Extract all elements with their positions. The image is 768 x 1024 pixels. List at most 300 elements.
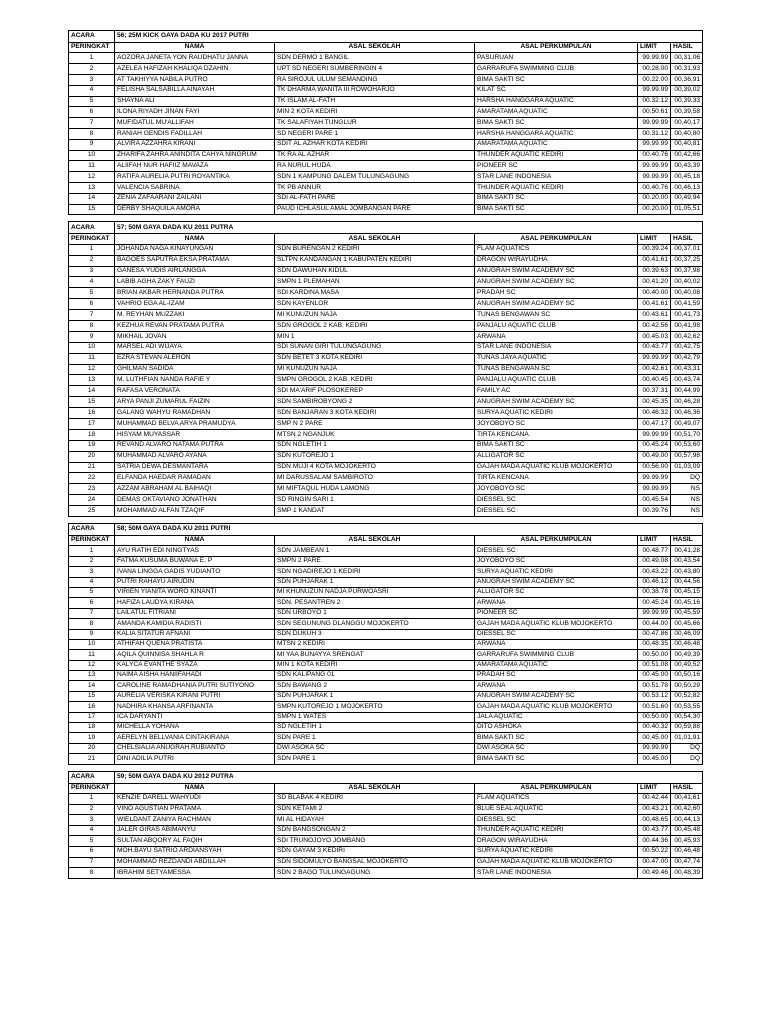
- table-row: [69, 244, 703, 255]
- cell-school: SD RINGIN SARI 1: [275, 495, 475, 506]
- cell-name: RATIFA AURELIA PUTRI ROYANTIKA: [115, 172, 275, 183]
- event-title: 57; 50M GAYA DADA KU 2011 PUTRA: [115, 222, 703, 234]
- cell-rank: 7: [69, 608, 115, 618]
- cell-school: SMP 1 KANDAT: [275, 506, 475, 517]
- cell-result: 00,49,94: [671, 193, 703, 204]
- cell-limit: 99.99.99: [638, 172, 671, 183]
- cell-school: SLTPN KANDANGAN 1 KABUPATEN KEDIRI: [275, 255, 475, 266]
- cell-rank: 19: [69, 440, 115, 451]
- cell-school: SMPN KUTOREJO 1 MOJOKERTO: [275, 702, 475, 712]
- cell-club: GAJAH MADA AQUATIC KLUB MOJOKERTO: [475, 462, 638, 473]
- cell-club: GARRARUFA SWIMMING CLUB: [475, 64, 638, 75]
- cell-club: GAJAH MADA AQUATIC KLUB MOJOKERTO: [475, 857, 638, 868]
- cell-limit: 00.40.45: [638, 375, 671, 386]
- cell-result: 00,40,80: [671, 128, 703, 139]
- cell-name: CAROLINE RAMADHANIA PUTRI SUTIYONO: [115, 681, 275, 691]
- table-row: [69, 161, 703, 172]
- cell-school: SDN GAYAM 3 KEDIRI: [275, 846, 475, 857]
- cell-result: 00,44,99: [671, 386, 703, 397]
- cell-club: PIONEER SC: [475, 161, 638, 172]
- cell-school: SDN SEGUNUNG DLANGGU MOJOKERTO: [275, 619, 475, 629]
- cell-name: NADHIRA KHANSA ARFINANTA: [115, 702, 275, 712]
- cell-result: 00,43,31: [671, 364, 703, 375]
- cell-name: AQILA QUINNISA SHAHLA R: [115, 650, 275, 660]
- cell-school: SDN PARE 1: [275, 733, 475, 743]
- cell-rank: 9: [69, 629, 115, 639]
- cell-school: SDN BAWANG 2: [275, 681, 475, 691]
- table-row: [69, 608, 703, 618]
- event-title-row: [69, 222, 703, 234]
- cell-name: BRIAN AKBAR HERNANDA PUTRA: [115, 288, 275, 299]
- cell-rank: 9: [69, 139, 115, 150]
- cell-result: 00,46,48: [671, 846, 703, 857]
- cell-name: KENZIE DARELL WAHYUDI: [115, 793, 275, 804]
- cell-club: DIESSEL SC: [475, 546, 638, 556]
- cell-rank: 8: [69, 868, 115, 879]
- cell-name: ZHARIFA ZAHRA ANINDITA CAHYA NINGRUM: [115, 150, 275, 161]
- cell-rank: 7: [69, 857, 115, 868]
- cell-limit: 99.99.99: [638, 53, 671, 64]
- cell-limit: 00.41.61: [638, 299, 671, 310]
- section-spacer: [69, 764, 703, 771]
- cell-school: SDN PUHJARAK 1: [275, 577, 475, 587]
- cell-limit: 99.99.99: [638, 473, 671, 484]
- table-row: [69, 567, 703, 577]
- cell-limit: 00.43.61: [638, 310, 671, 321]
- cell-club: TUNAS JAYA AQUATIC: [475, 353, 638, 364]
- cell-school: SDI MA'ARIF PLOSOKEREP: [275, 386, 475, 397]
- cell-limit: 00.45.54: [638, 495, 671, 506]
- cell-name: SHAYNA ALI: [115, 96, 275, 107]
- cell-limit: 00.42.56: [638, 320, 671, 331]
- cell-name: RAFASA VERONATA: [115, 386, 275, 397]
- cell-name: GANESA YUDIS AIRLANGGA: [115, 266, 275, 277]
- cell-result: 00,53,55: [671, 702, 703, 712]
- cell-school: SMP N 2 PARE: [275, 418, 475, 429]
- cell-rank: 15: [69, 204, 115, 215]
- cell-limit: 00.42.44: [638, 793, 671, 804]
- cell-club: THUNDER AQUATIC KEDIRI: [475, 150, 638, 161]
- cell-school: MI KUNUZUN NAJA: [275, 310, 475, 321]
- cell-result: 01,03,09: [671, 462, 703, 473]
- table-row: [69, 836, 703, 847]
- spacer-cell: [69, 215, 703, 222]
- cell-school: SDN KAYENLOR: [275, 299, 475, 310]
- cell-rank: 10: [69, 342, 115, 353]
- cell-name: AMANDA KAMIDIA RADISTI: [115, 619, 275, 629]
- table-row: [69, 118, 703, 129]
- cell-limit: 00.22.00: [638, 74, 671, 85]
- cell-name: PUTRI RAHAYU AIRUDIN: [115, 577, 275, 587]
- cell-club: DIESSEL SC: [475, 629, 638, 639]
- table-row: [69, 639, 703, 649]
- cell-club: HARSHA HANGGARA AQUATIC: [475, 128, 638, 139]
- acara-label: ACARA: [69, 771, 115, 783]
- cell-rank: 12: [69, 364, 115, 375]
- cell-rank: 11: [69, 353, 115, 364]
- cell-club: GARRARUFA SWIMMING CLUB: [475, 650, 638, 660]
- cell-name: SATRIA DEWA DESMANTARA: [115, 462, 275, 473]
- cell-limit: 00.45.24: [638, 440, 671, 451]
- table-row: [69, 85, 703, 96]
- cell-club: DRAGON WIRAYUDHA: [475, 836, 638, 847]
- cell-club: ANUGRAH SWIM ACADEMY SC: [475, 577, 638, 587]
- header-name: NAMA: [115, 536, 275, 546]
- cell-name: ICA DARYANTI: [115, 712, 275, 722]
- cell-rank: 20: [69, 451, 115, 462]
- table-row: [69, 868, 703, 879]
- cell-name: SULTAN ABQORY AL FAQIH: [115, 836, 275, 847]
- acara-label: ACARA: [69, 524, 115, 536]
- table-row: [69, 484, 703, 495]
- cell-result: 00,40,17: [671, 118, 703, 129]
- cell-rank: 12: [69, 660, 115, 670]
- header-name: NAMA: [115, 43, 275, 53]
- cell-limit: 00.28.00: [638, 64, 671, 75]
- cell-result: 00,42,62: [671, 331, 703, 342]
- cell-rank: 7: [69, 118, 115, 129]
- cell-result: 00,53,60: [671, 440, 703, 451]
- cell-limit: 00.49.46: [638, 868, 671, 879]
- cell-club: DITO ASHOKA: [475, 723, 638, 733]
- cell-result: 00,45,15: [671, 587, 703, 597]
- cell-club: SURYA AQUATIC KEDIRI: [475, 567, 638, 577]
- header-school: ASAL SEKOLAH: [275, 783, 475, 793]
- cell-name: AOZORA JANETA YON RAUDHATU JANNA: [115, 53, 275, 64]
- table-row: [69, 440, 703, 451]
- cell-result: 00,42,60: [671, 804, 703, 815]
- cell-result: 00,45,66: [671, 619, 703, 629]
- cell-result: 00,54,30: [671, 712, 703, 722]
- cell-rank: 16: [69, 408, 115, 419]
- table-row: [69, 397, 703, 408]
- cell-limit: 99.99.99: [638, 139, 671, 150]
- cell-name: AT TAKHIYYA NABILA PUTRO: [115, 74, 275, 85]
- cell-result: 00,51,70: [671, 429, 703, 440]
- cell-rank: 2: [69, 804, 115, 815]
- cell-name: ALVIRA AZZAHRA KIRANI: [115, 139, 275, 150]
- cell-club: DIESSEL SC: [475, 506, 638, 517]
- cell-result: DQ: [671, 473, 703, 484]
- table-row: [69, 691, 703, 701]
- cell-school: SDN BANGSONGAN 2: [275, 825, 475, 836]
- cell-name: MUHAMMAD BELVA ARYA PRAMUDYA: [115, 418, 275, 429]
- cell-limit: 00.48.77: [638, 546, 671, 556]
- cell-limit: 00.20.00: [638, 204, 671, 215]
- event-title-row: [69, 771, 703, 783]
- cell-name: IBRAHIM SETYAMESSA: [115, 868, 275, 879]
- cell-result: 00,41,73: [671, 310, 703, 321]
- cell-rank: 14: [69, 193, 115, 204]
- table-row: [69, 96, 703, 107]
- cell-rank: 15: [69, 397, 115, 408]
- cell-rank: 4: [69, 577, 115, 587]
- header-rank: PERINGKAT: [69, 783, 115, 793]
- cell-club: ARWANA: [475, 639, 638, 649]
- cell-limit: 00.51.08: [638, 660, 671, 670]
- cell-name: LABIB AGHA ZAKY FAUZI: [115, 277, 275, 288]
- cell-club: AMARATAMA AQUATIC: [475, 660, 638, 670]
- cell-result: 00,50,16: [671, 671, 703, 681]
- acara-label: ACARA: [69, 222, 115, 234]
- table-row: [69, 64, 703, 75]
- cell-rank: 8: [69, 619, 115, 629]
- cell-limit: 99.99.99: [638, 608, 671, 618]
- cell-limit: 00.43.21: [638, 804, 671, 815]
- cell-school: SMPN 1 WATES: [275, 712, 475, 722]
- header-club: ASAL PERKUMPULAN: [475, 783, 638, 793]
- cell-school: SDI KARDINA MASA: [275, 288, 475, 299]
- cell-rank: 2: [69, 556, 115, 566]
- cell-club: ALLIGATOR SC: [475, 587, 638, 597]
- cell-rank: 5: [69, 587, 115, 597]
- cell-club: BIMA SAKTI SC: [475, 118, 638, 129]
- cell-limit: 00.39.24: [638, 244, 671, 255]
- header-school: ASAL SEKOLAH: [275, 536, 475, 546]
- cell-limit: 00.53.12: [638, 691, 671, 701]
- table-row: [69, 671, 703, 681]
- cell-rank: 19: [69, 733, 115, 743]
- header-limit: LIMIT: [638, 234, 671, 244]
- cell-school: SDN BURENGAN 2 KEDIRI: [275, 244, 475, 255]
- cell-name: MOHAMMAD REZDANDI ABDILLAH: [115, 857, 275, 868]
- table-row: [69, 660, 703, 670]
- table-row: [69, 299, 703, 310]
- cell-limit: 00.43.77: [638, 342, 671, 353]
- table-row: [69, 577, 703, 587]
- table-row: [69, 128, 703, 139]
- cell-school: MI KUNUZUN NAJA: [275, 364, 475, 375]
- header-limit: LIMIT: [638, 536, 671, 546]
- cell-name: AZELEA HAFIZAH KHALIQA DZAHIN: [115, 64, 275, 75]
- table-row: [69, 139, 703, 150]
- cell-name: ILONA RIYADH JINAN FAYI: [115, 107, 275, 118]
- header-rank: PERINGKAT: [69, 536, 115, 546]
- header-name: NAMA: [115, 783, 275, 793]
- cell-name: DEMAS OKTAVIANO JONATHAN: [115, 495, 275, 506]
- header-club: ASAL PERKUMPULAN: [475, 43, 638, 53]
- cell-school: SDN MUJI 4 KOTA MOJOKERTO: [275, 462, 475, 473]
- cell-rank: 2: [69, 64, 115, 75]
- cell-club: PANJALU AQUATIC CLUB: [475, 320, 638, 331]
- table-row: [69, 495, 703, 506]
- cell-club: FAMILY AC: [475, 386, 638, 397]
- cell-club: HARSHA HANGGARA AQUATIC: [475, 96, 638, 107]
- table-row: [69, 288, 703, 299]
- cell-club: ARWANA: [475, 598, 638, 608]
- table-row: [69, 266, 703, 277]
- cell-name: MUHAMMAD ALVARO AYANA: [115, 451, 275, 462]
- cell-club: GAJAH MADA AQUATIC KLUB MOJOKERTO: [475, 619, 638, 629]
- header-club: ASAL PERKUMPULAN: [475, 536, 638, 546]
- table-row: [69, 846, 703, 857]
- cell-name: AERELYN BELLVANIA CINTAKIRANA: [115, 733, 275, 743]
- cell-school: SDN BETET 3 KOTA KEDIRI: [275, 353, 475, 364]
- cell-rank: 5: [69, 288, 115, 299]
- cell-result: 00,46,13: [671, 182, 703, 193]
- cell-club: AMARATAMA AQUATIC: [475, 139, 638, 150]
- cell-school: SDN KUTOREJO 1: [275, 451, 475, 462]
- cell-club: TUNAS BENGAWAN SC: [475, 364, 638, 375]
- cell-result: 00,39,33: [671, 96, 703, 107]
- cell-school: MIN 1 KOTA KEDIRI: [275, 660, 475, 670]
- table-row: [69, 650, 703, 660]
- table-row: [69, 743, 703, 753]
- cell-limit: 99.99.99: [638, 484, 671, 495]
- cell-result: 00,49,07: [671, 418, 703, 429]
- cell-name: KEZHUA REVAN PRATAMA PUTRA: [115, 320, 275, 331]
- table-row: [69, 342, 703, 353]
- cell-limit: 00.47.17: [638, 418, 671, 429]
- header-row: [69, 234, 703, 244]
- header-school: ASAL SEKOLAH: [275, 43, 475, 53]
- cell-result: 00,43,74: [671, 375, 703, 386]
- table-row: [69, 375, 703, 386]
- cell-school: SDIT AL AZHAR KOTA KEDIRI: [275, 139, 475, 150]
- cell-limit: 00.44.36: [638, 836, 671, 847]
- cell-rank: 8: [69, 320, 115, 331]
- header-row: [69, 783, 703, 793]
- cell-school: SDN 2 BAGO TULUNGAGUNG: [275, 868, 475, 879]
- table-row: [69, 451, 703, 462]
- cell-result: 00,41,28: [671, 546, 703, 556]
- cell-school: SD NEGERI PARE 1: [275, 128, 475, 139]
- cell-club: BLUE SEAL AQUATIC: [475, 804, 638, 815]
- cell-result: 00,45,93: [671, 836, 703, 847]
- cell-school: SDN PARE 1: [275, 754, 475, 764]
- cell-name: VAHRIO EGA AL-IZAM: [115, 299, 275, 310]
- cell-result: 00,49,52: [671, 660, 703, 670]
- cell-school: SDI TRUNOJOYO JOMBANG: [275, 836, 475, 847]
- cell-rank: 10: [69, 639, 115, 649]
- header-result: HASIL: [671, 783, 703, 793]
- cell-rank: 4: [69, 825, 115, 836]
- cell-club: ANUGRAH SWIM ACADEMY SC: [475, 299, 638, 310]
- cell-school: SDN KETAMI 2: [275, 804, 475, 815]
- cell-rank: 24: [69, 495, 115, 506]
- cell-result: 00,41,59: [671, 299, 703, 310]
- cell-club: FLAM AQUATICS: [475, 793, 638, 804]
- table-row: [69, 546, 703, 556]
- cell-result: 00,44,56: [671, 577, 703, 587]
- cell-limit: 00.46.12: [638, 577, 671, 587]
- cell-result: 00,52,82: [671, 691, 703, 701]
- cell-result: 00,46,09: [671, 629, 703, 639]
- header-row: [69, 43, 703, 53]
- cell-limit: 00.40.76: [638, 150, 671, 161]
- table-row: [69, 556, 703, 566]
- cell-limit: 00.31.12: [638, 128, 671, 139]
- cell-name: ELFANDA HAEDAR RAMADAN: [115, 473, 275, 484]
- cell-school: SD NGLETIH 1: [275, 723, 475, 733]
- cell-school: SDN PUHJARAK 1: [275, 691, 475, 701]
- cell-result: 00,41,61: [671, 793, 703, 804]
- cell-result: 00,44,13: [671, 815, 703, 826]
- cell-club: ANUGRAH SWIM ACADEMY SC: [475, 691, 638, 701]
- cell-result: 00,59,88: [671, 723, 703, 733]
- cell-rank: 23: [69, 484, 115, 495]
- cell-school: TK DHARMA WANITA III ROWOHARJO: [275, 85, 475, 96]
- spacer-cell: [69, 517, 703, 524]
- table-row: [69, 598, 703, 608]
- cell-school: SDN NGADIREJO 1 KEDIRI: [275, 567, 475, 577]
- cell-rank: 4: [69, 85, 115, 96]
- cell-rank: 7: [69, 310, 115, 321]
- event-title-row: [69, 524, 703, 536]
- cell-name: EZRA STEVAN ALERON: [115, 353, 275, 364]
- cell-limit: 00.47.00: [638, 857, 671, 868]
- cell-result: 00,37,25: [671, 255, 703, 266]
- cell-result: DQ: [671, 743, 703, 753]
- cell-result: 00,48,39: [671, 868, 703, 879]
- cell-school: SDN JAMBEAN 1: [275, 546, 475, 556]
- cell-school: MI KHUNUZUN NADJA PURWOASRI: [275, 587, 475, 597]
- header-rank: PERINGKAT: [69, 43, 115, 53]
- cell-limit: 00.45.00: [638, 754, 671, 764]
- cell-result: 00,50,29: [671, 681, 703, 691]
- cell-name: ALIIFAH NUR HAFIIZ MAVAZA: [115, 161, 275, 172]
- cell-rank: 6: [69, 598, 115, 608]
- cell-rank: 6: [69, 299, 115, 310]
- cell-school: SDN. PESANTREN 2: [275, 598, 475, 608]
- table-row: [69, 629, 703, 639]
- header-result: HASIL: [671, 234, 703, 244]
- results-sheet: [68, 30, 702, 879]
- table-row: [69, 331, 703, 342]
- header-limit: LIMIT: [638, 43, 671, 53]
- cell-name: WIELDANT ZANIYA RACHMAN: [115, 815, 275, 826]
- cell-limit: 00.45.03: [638, 331, 671, 342]
- table-row: [69, 353, 703, 364]
- cell-limit: 00.39.63: [638, 266, 671, 277]
- cell-name: HISYAM MUYASSAR: [115, 429, 275, 440]
- cell-rank: 20: [69, 743, 115, 753]
- cell-rank: 15: [69, 691, 115, 701]
- cell-school: SDN GROGOL 2 KAB. KEDIRI: [275, 320, 475, 331]
- cell-club: JALA AQUATIC: [475, 712, 638, 722]
- header-result: HASIL: [671, 43, 703, 53]
- cell-result: 01,01,91: [671, 733, 703, 743]
- event-title: 58; 50M GAYA DADA KU 2011 PUTRI: [115, 524, 703, 536]
- cell-school: TK PB ANNUR: [275, 182, 475, 193]
- cell-school: TK ISLAM AL-FATH: [275, 96, 475, 107]
- cell-club: STAR LANE INDONESIA: [475, 172, 638, 183]
- table-row: [69, 418, 703, 429]
- section-spacer: [69, 215, 703, 222]
- cell-school: TK RA AL AZHAR: [275, 150, 475, 161]
- table-row: [69, 754, 703, 764]
- event-title-row: [69, 31, 703, 43]
- cell-name: VIRIEN YIANITA WORO KINANTI: [115, 587, 275, 597]
- cell-result: NS: [671, 495, 703, 506]
- cell-rank: 1: [69, 546, 115, 556]
- cell-limit: 00.45.00: [638, 733, 671, 743]
- cell-result: 00,42,75: [671, 342, 703, 353]
- cell-result: 00,45,59: [671, 608, 703, 618]
- cell-name: JALER GIRAS ABIMANYU: [115, 825, 275, 836]
- cell-club: TUNAS BENGAWAN SC: [475, 310, 638, 321]
- cell-school: MI MIFTAQUL HUDA LAMONG: [275, 484, 475, 495]
- cell-name: MOH.BAYU SATRIO ARDIANSYAH: [115, 846, 275, 857]
- table-row: [69, 386, 703, 397]
- cell-result: 00,39,02: [671, 85, 703, 96]
- cell-club: PRADAH SC: [475, 288, 638, 299]
- cell-name: MUFIDATUL MU'ALLIFAH: [115, 118, 275, 129]
- cell-rank: 16: [69, 702, 115, 712]
- cell-club: ANUGRAH SWIM ACADEMY SC: [475, 277, 638, 288]
- cell-school: TK SALAFIYAH TUNGLUR: [275, 118, 475, 129]
- cell-result: 00,46,28: [671, 397, 703, 408]
